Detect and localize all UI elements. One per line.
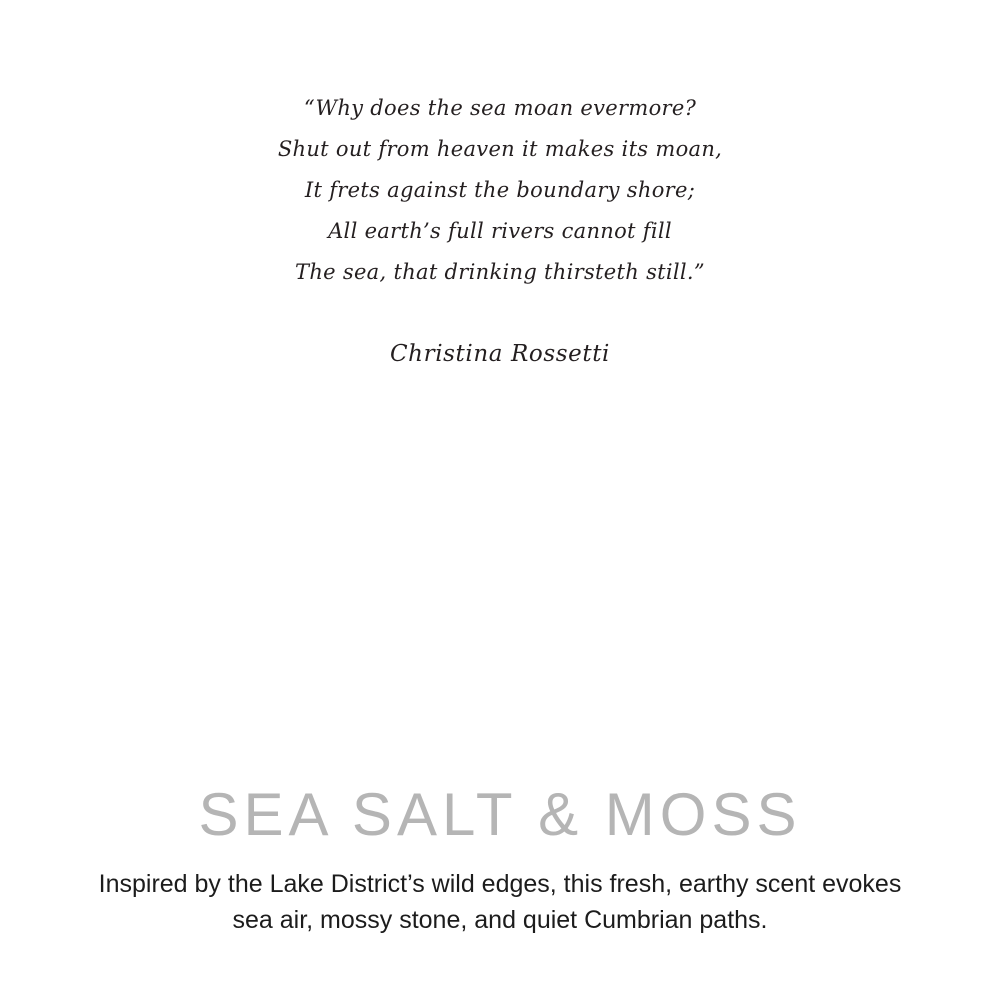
- poem-line: All earth’s full rivers cannot fill: [328, 219, 672, 243]
- product-description: Inspired by the Lake District’s wild edges, this fresh, earthy scent evokes sea air, mossy stone, and quiet Cumbrian paths.: [98, 870, 902, 934]
- poem-line: Shut out from heaven it makes its moan,: [277, 137, 723, 161]
- poem-attribution: Christina Rossetti: [389, 341, 611, 367]
- poem-line: “Why does the sea moan evermore?: [303, 96, 697, 120]
- poem-block: [0, 88, 1000, 367]
- page-title: SEA SALT & MOSS: [198, 781, 802, 848]
- poem-line: The sea, that drinking thirsteth still.”: [295, 260, 705, 284]
- poem-line: It frets against the boundary shore;: [304, 178, 696, 202]
